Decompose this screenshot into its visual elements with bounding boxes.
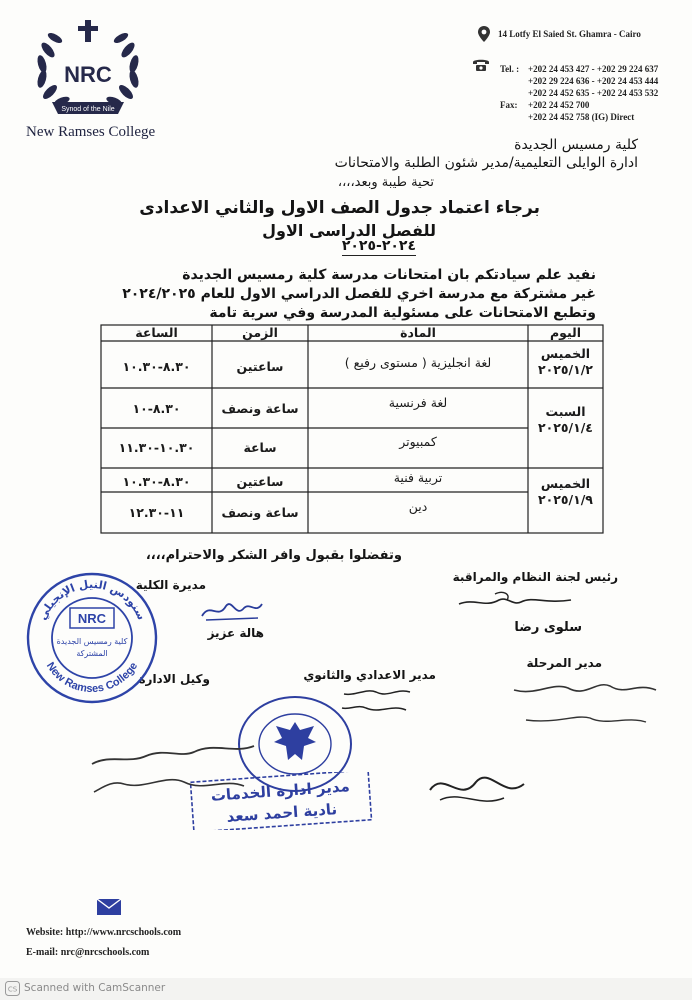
day-2-name: السبت (545, 404, 586, 419)
svg-text:CS: CS (7, 985, 18, 994)
row-2-time: ٨.٣٠-١٠ (132, 401, 181, 416)
header-time: الساعة (135, 325, 178, 340)
row-5-time: ١١-١٢.٣٠ (128, 505, 185, 520)
admin-deputy-signature (84, 734, 264, 814)
fax-line-2: +202 24 452 758 (IG) Direct (528, 112, 635, 122)
day-1-name: الخميس (540, 346, 591, 361)
body-line-3: وتطبع الامتحانات على مسئولية المدرسة وفي سرية تامة (209, 305, 596, 321)
exam-schedule-table (100, 324, 604, 534)
day-3-date: ٢٠٢٥/١/٩ (538, 492, 593, 507)
telephone-icon (472, 58, 490, 72)
address: 14 Lotfy El Saied St. Ghamra - Cairo (498, 29, 641, 39)
subject-line-2: للفصل الدراسى الاول (262, 221, 436, 240)
dean-title: مديرة الكلية (135, 578, 206, 592)
nrc-logo (22, 18, 154, 130)
row-5-duration: ساعة ونصف (221, 505, 299, 520)
row-3-subject: كمبيوتر (399, 434, 437, 449)
college-round-stamp (22, 568, 162, 708)
location-pin-icon (478, 26, 490, 42)
eagle-icon (274, 722, 316, 760)
footer-email: E-mail: nrc@nrcschools.com (26, 947, 150, 958)
tel-line-1: +202 24 453 427 - +202 29 224 637 (528, 64, 659, 74)
row-5-subject: دين (408, 499, 428, 514)
control-head-name: سلوى رضا (514, 620, 582, 635)
prep-secondary-director-title: مدير الاعدادي والثانوي (303, 668, 436, 682)
row-4-time: ٨.٣٠-١٠.٣٠ (122, 474, 191, 489)
subject-line-1: برجاء اعتماد جدول الصف الاول والثاني الاعدادى (139, 198, 540, 218)
row-2-subject: لغة فرنسية (388, 395, 448, 410)
control-committee-title: رئيس لجنة النظام والمراقبة (452, 570, 618, 584)
header-duration: الزمن (242, 325, 278, 340)
tel-label: Tel. : (500, 64, 520, 74)
scanner-watermark: Scanned with CamScanner (24, 982, 166, 994)
day-1-date: ٢٠٢٥/١/٢ (538, 362, 593, 377)
services-stamp-line-2: نادية احمد سعد (225, 800, 338, 826)
body-line-1: نفيد علم سيادتكم بان امتحانات مدرسة كلية رمسيس الجديدة (182, 267, 596, 283)
dean-signature (196, 596, 266, 626)
header-subject: المادة (400, 325, 436, 340)
logo-ribbon-text: Synod of the Nile (61, 106, 115, 113)
greeting: تحية طيبة وبعد،،،، (337, 175, 434, 190)
row-3-time: ١٠.٣٠-١١.٣٠ (118, 440, 195, 455)
stamp-center-text: NRC (77, 611, 107, 626)
academic-year: ٢٠٢٤-٢٠٢٥ (341, 238, 416, 254)
row-1-duration: ساعتين (236, 359, 284, 374)
day-3-name: الخميس (540, 476, 591, 491)
stamp-inner-line-1: كلية رمسيس الجديدة (56, 637, 128, 646)
college-name: New Ramses College (26, 124, 156, 140)
closing-line: وتفضلوا بقبول وافر الشكر والاحترام،،،، (145, 548, 402, 563)
body-line-2: غير مشتركة مع مدرسة اخري للفصل الدراسي الاول للعام ٢٠٢٤/٢٠٢٥ (122, 286, 596, 302)
row-3-duration: ساعة (243, 440, 277, 455)
services-stamp-line-1: مدير ادارة الخدمات (210, 777, 351, 805)
stamp-inner-line-2: المشتركة (76, 649, 108, 658)
admin-deputy-title: وكيل الادارة (138, 672, 210, 686)
stage-director-signature (506, 676, 666, 736)
fax-label: Fax: (500, 100, 518, 110)
row-4-subject: تربية فنية (393, 470, 443, 485)
dean-name: هالة عزيز (207, 626, 264, 640)
header-day: اليوم (549, 325, 582, 340)
envelope-icon (96, 898, 122, 916)
footer-website: Website: http://www.nrcschools.com (26, 927, 182, 938)
tel-line-2: +202 29 224 636 - +202 24 453 444 (528, 76, 659, 86)
row-2-duration: ساعة ونصف (221, 401, 299, 416)
fax-line-1: +202 24 452 700 (528, 100, 590, 110)
recipient-line-1: كلية رمسيس الجديدة (514, 137, 638, 153)
day-2-date: ٢٠٢٥/١/٤ (538, 420, 593, 435)
stage-director-title: مدير المرحلة (526, 656, 602, 670)
recipient-line-2: ادارة الوايلى التعليمية/مدير شئون الطلبة والامتحانات (334, 155, 638, 171)
camscanner-logo-icon (5, 981, 20, 996)
stamp-ring-top-text: سنودس النيل الإنجيلي (35, 577, 149, 623)
prep-director-signature-2 (420, 760, 540, 820)
row-1-subject: لغة انجليزية ( مستوى رفيع ) (344, 355, 492, 370)
control-head-signature (455, 588, 575, 616)
logo-text: NRC (64, 62, 112, 87)
tel-line-3: +202 24 452 635 - +202 24 453 532 (528, 88, 659, 98)
row-4-duration: ساعتين (236, 474, 284, 489)
stamp-ring-bottom-text: New Ramses College (43, 660, 141, 696)
row-1-time: ٨.٣٠-١٠.٣٠ (122, 359, 191, 374)
